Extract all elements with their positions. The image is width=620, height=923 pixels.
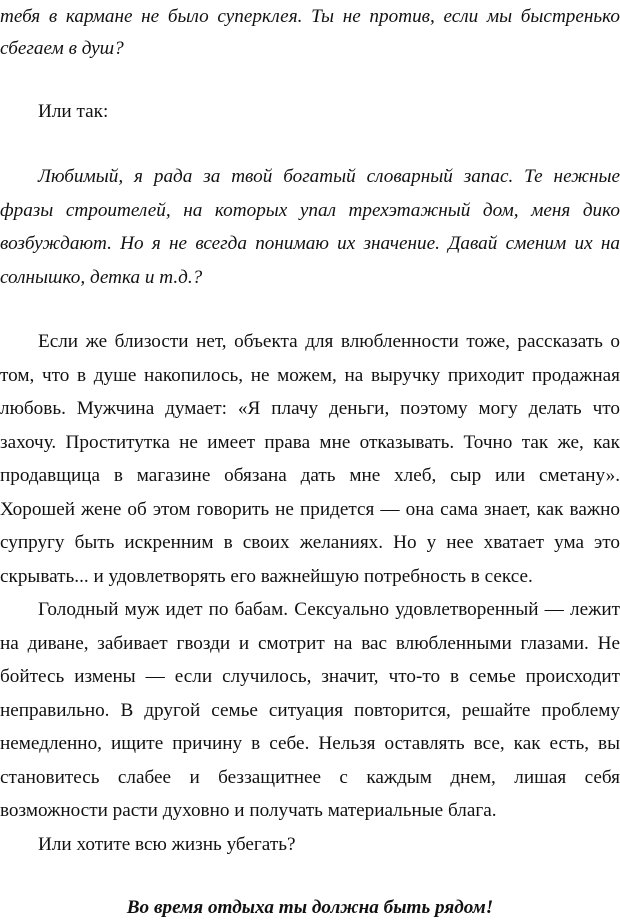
text-line: любовь. Мужчина думает: «Я плачу деньги, поэтому могу делать что <box>0 398 620 419</box>
text-line: становитесь слабее и беззащитнее с каждым днем, лишая себя <box>0 767 620 788</box>
text-line: Хорошей жене об этом говорить не придется — она сама знает, как важно <box>0 499 620 520</box>
text-line: Или хотите всю жизнь убегать? <box>38 834 296 855</box>
text-line: скрывать... и удовлетворять его важнейшую потребность в сексе. <box>0 566 533 587</box>
text-line: супругу быть искренним в своих желаниях. Но у нее хватает ума это <box>0 532 620 553</box>
text-line: сбегаем в душ? <box>0 38 124 59</box>
text-line: Голодный муж идет по бабам. Сексуально удовлетворенный — лежит <box>38 599 620 620</box>
text-line: немедленно, ищите причину в себе. Нельзя оставлять все, как есть, вы <box>0 733 620 754</box>
text-line: возможности расти духовно и получать материальные блага. <box>0 800 497 821</box>
section-heading: Во время отдыха ты должна быть рядом! <box>126 897 494 918</box>
text-line: Или так: <box>38 101 109 122</box>
text-line: солнышко, детка и т.д.? <box>0 267 203 288</box>
text-line: Любимый, я рада за твой богатый словарный запас. Те нежные <box>38 166 620 187</box>
text-line: возбуждают. Но я не всегда понимаю их значение. Давай сменим их на <box>0 233 620 254</box>
text-line: бойтесь измены — если случилось, значит, что-то в семье происходит <box>0 666 620 687</box>
text-line: том, что в душе накопилось, не можем, на выручку приходит продажная <box>0 365 620 386</box>
text-line: Если же близости нет, объекта для влюбленности тоже, рассказать о <box>38 331 620 352</box>
text-line: фразы строителей, на которых упал трехэтажный дом, меня дико <box>0 200 620 221</box>
text-line: неправильно. В другой семье ситуация повторится, решайте проблему <box>0 700 620 721</box>
text-line: на диване, забивает гвозди и смотрит на вас влюбленными глазами. Не <box>0 633 620 654</box>
text-line: тебя в кармане не было суперклея. Ты не против, если мы быстренько <box>0 6 620 27</box>
text-line: продавщица в магазине обязана дать мне хлеб, сыр или сметану». <box>0 465 620 486</box>
text-line: захочу. Проститутка не имеет права мне отказывать. Точно так же, как <box>0 432 620 453</box>
